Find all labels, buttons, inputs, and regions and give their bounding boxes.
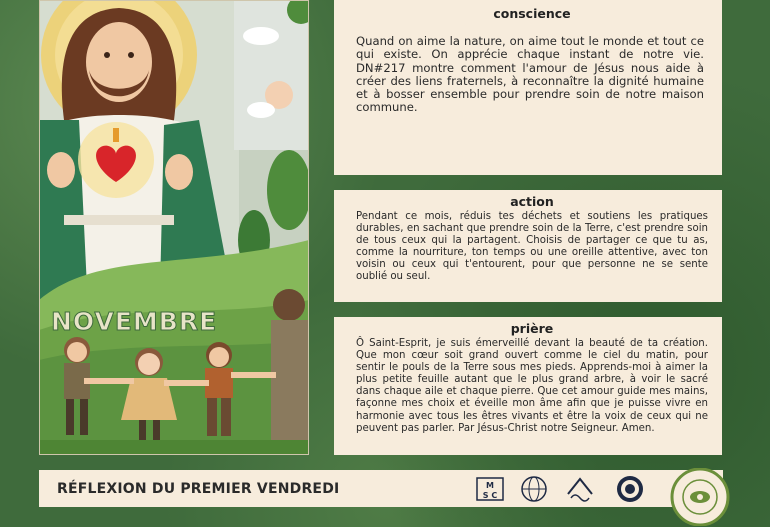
seal-logo-icon (615, 474, 645, 504)
action-text: Pendant ce mois, réduis tes déchets et soutiens les pratiques durables, en sachant que prendre soin de la Terre, c'est prendre soin de tous ceux qui la partagent. Choisis de partager ce que tu as, comme la nourriture, ton temps ou une oreille attentive, avec ton voisin ou ceux qui t'entourent, pour que personne ne se sente oublié ou seul. (356, 211, 708, 283)
jpic-badge-icon (664, 468, 736, 526)
world-logo-icon (519, 474, 549, 504)
conscience-text: Quand on aime la nature, on aime tout le monde et tout ce qui existe. On apprécie chaque instant de notre vie. DN#217 montre comment l'amour de Jésus nous aide à créer des liens fraternels, à reconnaître la dignité humaine et à bosser ensemble pour prendre soin de notre maison commune. (356, 34, 704, 115)
footer-bar (39, 470, 723, 507)
priere-card (334, 317, 722, 455)
priere-text: Ô Saint-Esprit, je suis émerveillé devant la beauté de ta création. Que mon cœur soit grand ouvert comme le ciel du matin, pour sentir le pouls de la Terre sous mes pieds. Apprends-moi à aimer la plus petite feuille autant que le plus grand arbre, à voir le sacré dans chaque aile et chaque pierre. Que cet amour guide mes mains, façonne mes choix et éveille mon âme afin que je puisse vivre en harmonie avec tous les êtres vivants et être la voix de ceux qui ne peuvent pas parler. Par Jésus-Christ notre Seigneur. Amen. (356, 338, 708, 434)
svg-text:M: M (486, 481, 494, 490)
month-label: NOVEMBRE (51, 307, 218, 336)
artwork-illustration (39, 0, 309, 455)
footer-title: RÉFLEXION DU PREMIER VENDREDI (57, 481, 340, 497)
action-title: action (510, 194, 554, 209)
felt-artwork (39, 0, 309, 455)
wave-logo-icon (565, 474, 595, 504)
dove-icon (243, 27, 279, 45)
conscience-card (334, 0, 722, 175)
msc-logo-icon (475, 474, 505, 504)
svg-text:S C: S C (482, 491, 498, 500)
action-card (334, 190, 722, 302)
priere-title: prière (510, 321, 554, 336)
conscience-title: conscience (493, 6, 571, 21)
